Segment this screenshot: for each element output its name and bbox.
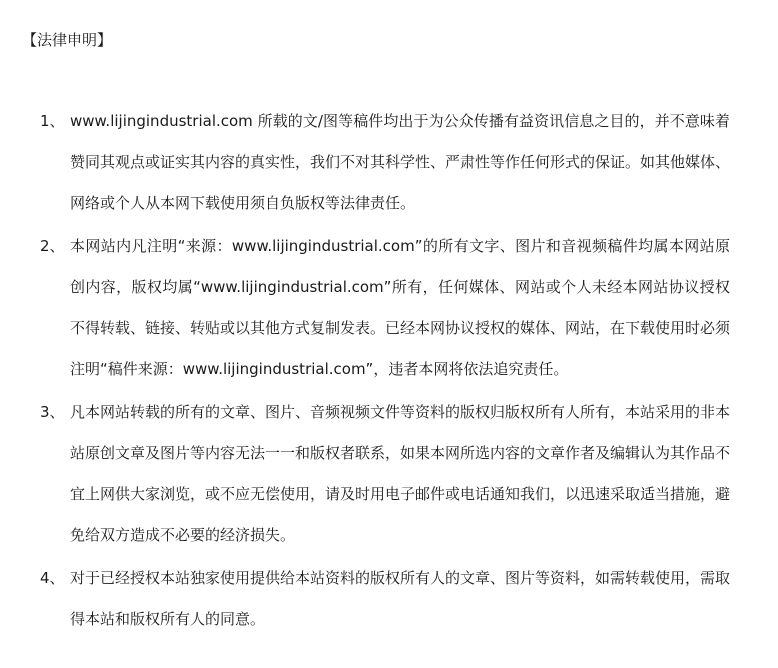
clause-number: 1、: [40, 112, 65, 130]
clause-text: 对于已经授权本站独家使用提供给本站资料的版权所有人的文章、图片等资料，如需转载使用，需取得本站和版权所有人的同意。: [70, 569, 731, 628]
clause-3: [40, 392, 740, 556]
clause-4: [40, 558, 740, 640]
page-title: 【法律申明】: [22, 31, 113, 49]
clause-text: www.lijingindustrial.com 所载的文/图等稿件均出于为公众传播有益资讯信息之目的，并不意味着赞同其观点或证实其内容的真实性，我们不对其科学性、严肃性等作任何形式的保证。如其他媒体、网络或个人从本网下载使用须自负版权等法律责任。: [70, 112, 731, 212]
clause-text: 凡本网站转载的所有的文章、图片、音频视频文件等资料的版权归版权所有人所有，本站采用的非本站原创文章及图片等内容无法一一和版权者联系，如果本网所选内容的文章作者及编辑认为其作品不宜上网供大家浏览，或不应无偿使用，请及时用电子邮件或电话通知我们，以迅速采取适当措施，避免给双方造成不必要的经济损失。: [70, 403, 731, 544]
clause-text: 本网站内凡注明“来源：www.lijingindustrial.com”的所有文字、图片和音视频稿件均属本网站原创内容，版权均属“www.lijingindustrial.com”所有，任何媒体、网站或个人未经本网站协议授权不得转载、链接、转贴或以其他方式复制发表。已经本网协议授权的媒体、网站，在下载使用时必须注明“稿件来源：www.lijingindustrial.com”，违者本网将依法追究责任。: [70, 237, 731, 378]
clause-number: 2、: [40, 237, 65, 255]
clause-2: [40, 226, 740, 390]
clause-number: 3、: [40, 403, 65, 421]
clause-1: [40, 101, 740, 224]
clause-number: 4、: [40, 569, 65, 587]
